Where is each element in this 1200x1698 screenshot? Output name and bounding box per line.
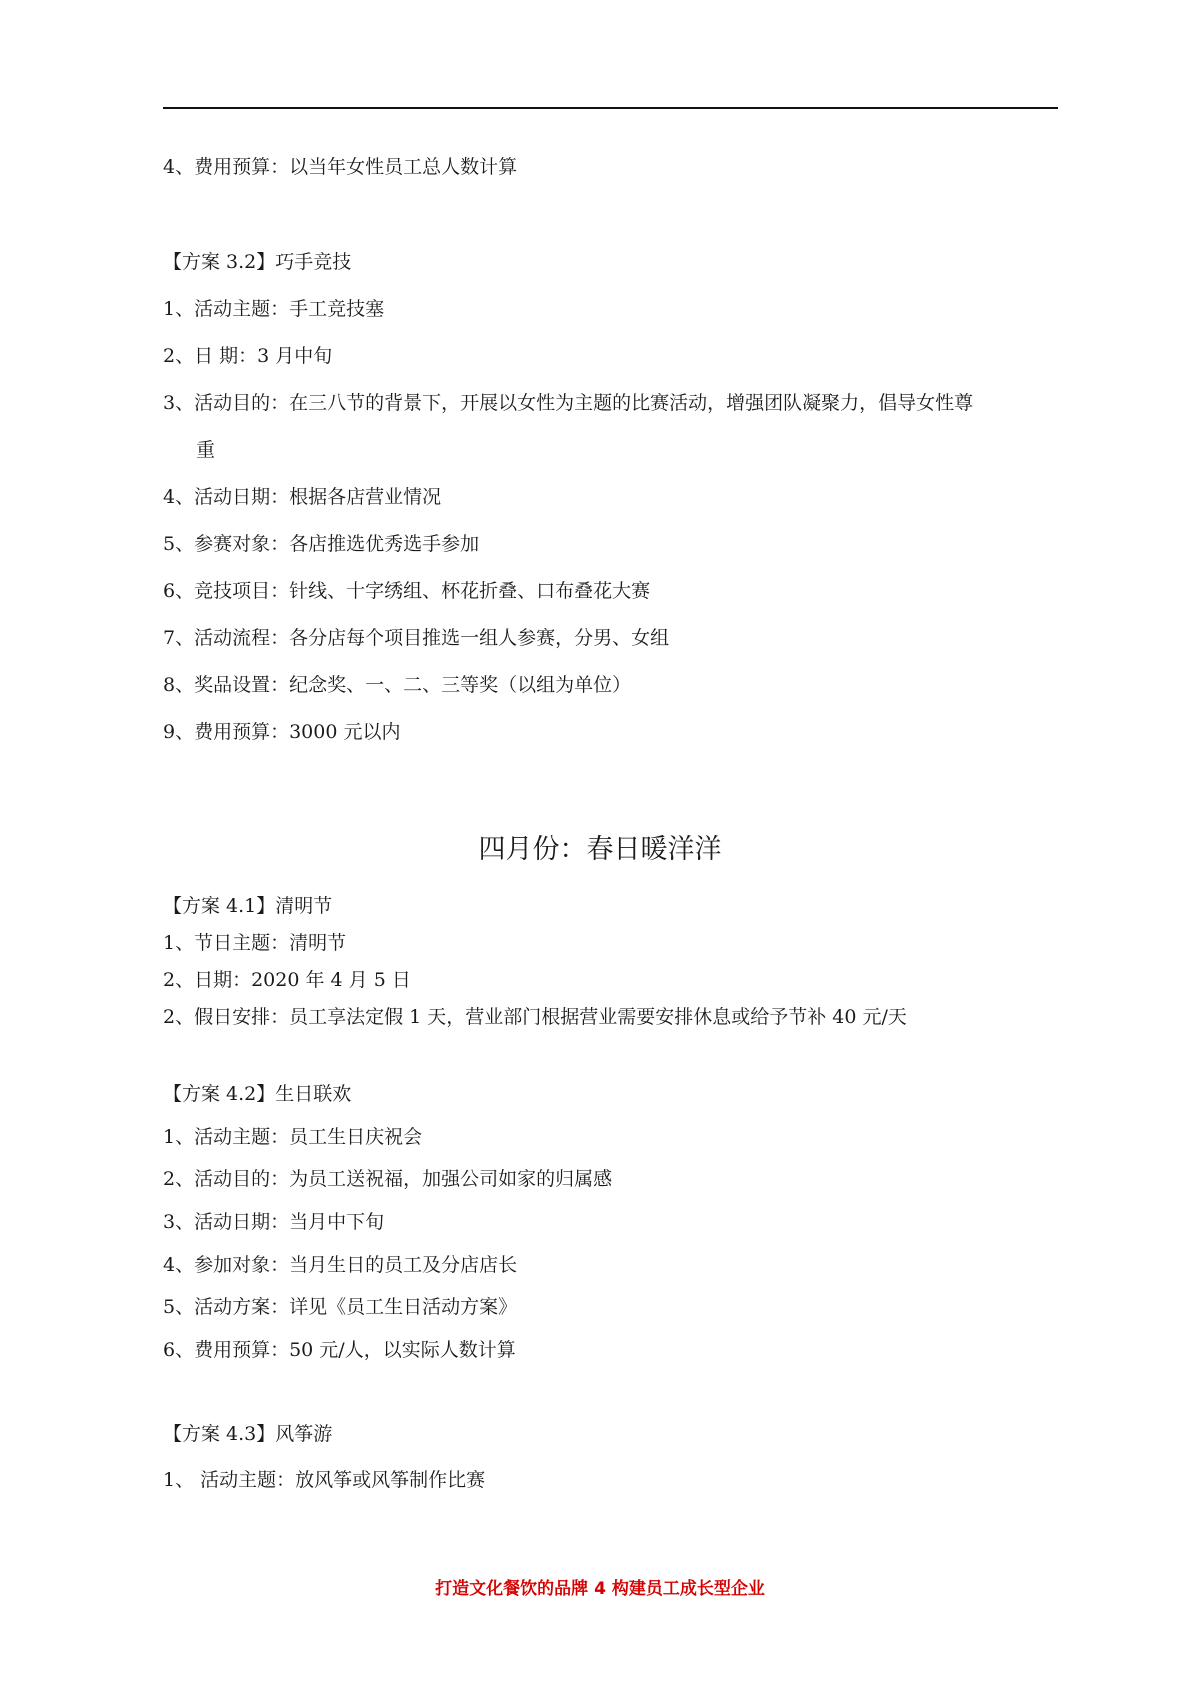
plan-3-2-item: 7、活动流程：各分店每个项目推选一组人参赛，分男、女组 xyxy=(163,627,670,649)
plan-3-2-item: 9、费用预算：3000 元以内 xyxy=(163,721,401,743)
plan-4-2-item: 1、活动主题：员工生日庆祝会 xyxy=(163,1126,423,1148)
plan-4-2-item: 4、参加对象：当月生日的员工及分店店长 xyxy=(163,1254,518,1276)
plan-4-1-item: 1、节日主题：清明节 xyxy=(163,932,347,954)
plan-4-3-item: 1、 活动主题：放风筝或风筝制作比赛 xyxy=(163,1469,486,1491)
plan-4-2-title: 【方案 4.2】生日联欢 xyxy=(163,1083,352,1105)
header-rule xyxy=(163,107,1058,109)
plan-4-2-item: 6、费用预算：50 元/人，以实际人数计算 xyxy=(163,1339,516,1361)
plan-3-2-item: 4、活动日期：根据各店营业情况 xyxy=(163,486,442,508)
plan-3-2-item: 1、活动主题：手工竞技塞 xyxy=(163,298,385,320)
budget-line: 4、费用预算：以当年女性员工总人数计算 xyxy=(163,156,518,178)
page-footer: 打造文化餐饮的品牌 4 构建员工成长型企业 xyxy=(435,1579,765,1599)
april-heading: 四月份：春日暖洋洋 xyxy=(478,834,722,865)
plan-3-2-item: 5、参赛对象：各店推选优秀选手参加 xyxy=(163,533,480,555)
plan-3-2-item: 6、竞技项目：针线、十字绣组、杯花折叠、口布叠花大赛 xyxy=(163,580,651,602)
plan-3-2-item-continued: 重 xyxy=(196,439,216,461)
plan-3-2-title: 【方案 3.2】巧手竞技 xyxy=(163,251,352,273)
plan-4-2-item: 3、活动日期：当月中下旬 xyxy=(163,1211,385,1233)
plan-4-1-title: 【方案 4.1】清明节 xyxy=(163,895,333,917)
plan-4-1-item: 2、日期：2020 年 4 月 5 日 xyxy=(163,969,411,991)
plan-3-2-item: 8、奖品设置：纪念奖、一、二、三等奖（以组为单位） xyxy=(163,674,632,696)
plan-4-2-item: 5、活动方案：详见《员工生日活动方案》 xyxy=(163,1296,518,1318)
plan-4-3-title: 【方案 4.3】风筝游 xyxy=(163,1423,333,1445)
plan-4-2-item: 2、活动目的：为员工送祝福，加强公司如家的归属感 xyxy=(163,1168,613,1190)
plan-4-1-item: 2、假日安排：员工享法定假 1 天，营业部门根据营业需要安排休息或给予节补 40 元/天 xyxy=(163,1006,907,1028)
plan-3-2-item: 3、活动目的：在三八节的背景下，开展以女性为主题的比赛活动，增强团队凝聚力，倡导女性尊 xyxy=(163,392,974,414)
plan-3-2-item: 2、日 期：3 月中旬 xyxy=(163,345,333,367)
